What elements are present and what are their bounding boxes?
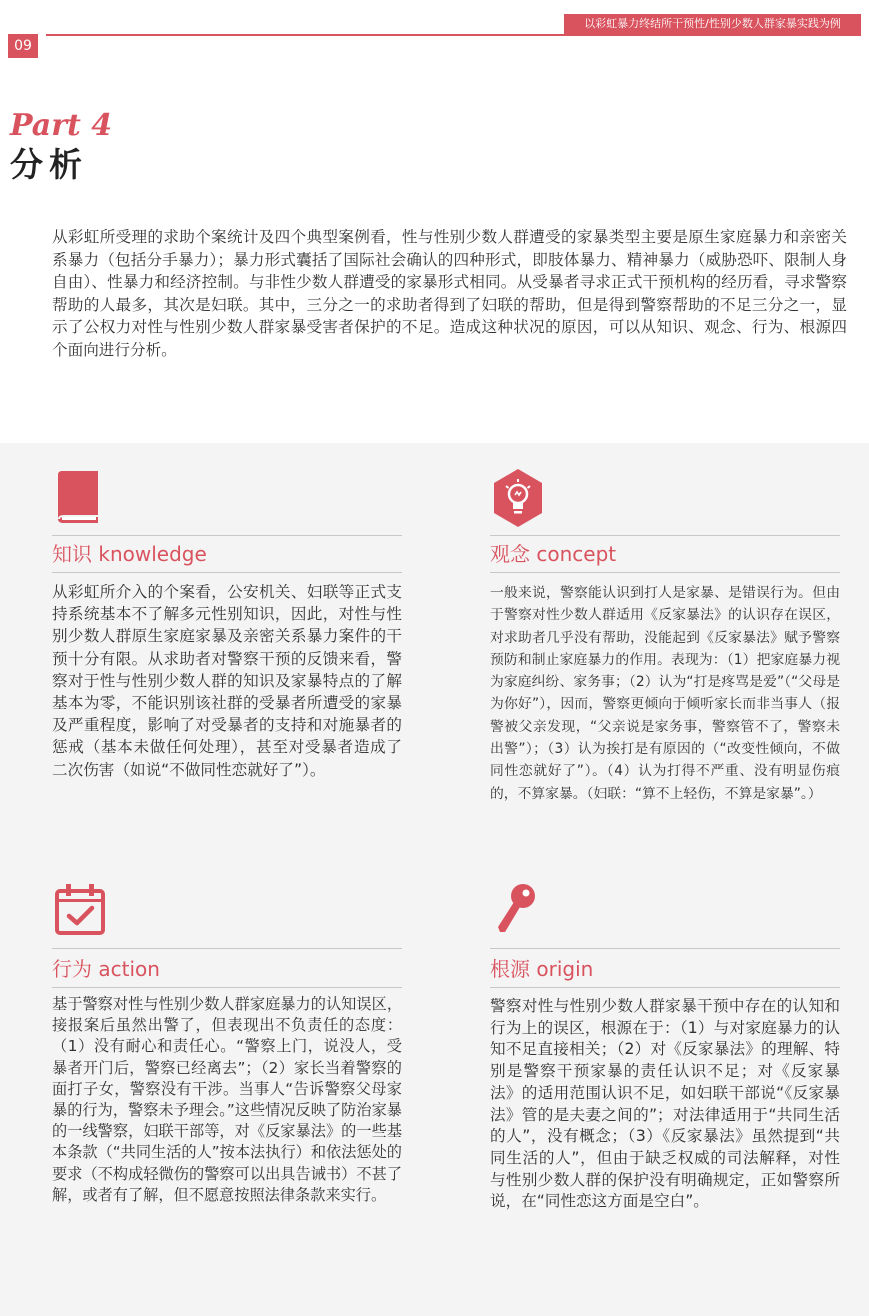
- key-icon: [496, 882, 540, 936]
- card-body: 从彩虹所介入的个案看，公安机关、妇联等正式支持系统基本不了解多元性别知识，因此，对性与性别少数人群原生家庭家暴及亲密关系暴力案件的干预十分有限。从求助者对警察干预的反馈来看，警察对于性与性别少数人群的知识及家暴特点的了解基本为零，不能识别该社群的受暴者所遭受的家暴及严重程度，影响了对受暴者的支持和对施暴者的惩戒（基本未做任何处理），甚至对受暴者造成了二次伤害（如说“不做同性恋就好了”）。: [52, 583, 402, 779]
- header-rule: [46, 34, 861, 36]
- card-divider: [52, 572, 402, 573]
- card-title: 根源 origin: [490, 957, 594, 981]
- intro-paragraph: 从彩虹所受理的求助个案统计及四个典型案例看，性与性别少数人群遭受的家暴类型主要是原生家庭暴力和亲密关系暴力（包括分手暴力）；暴力形式囊括了国际社会确认的四种形式，即肢体暴力、精神暴力（威胁恐吓、限制人身自由）、性暴力和经济控制。与非性少数人群遭受的家暴形式相同。从受暴者寻求正式干预机构的经历看，寻求警察帮助的人最多，其次是妇联。其中，三分之一的求助者得到了妇联的帮助，但是得到警察帮助的不足三分之一，显示了公权力对性与性别少数人群家暴受害者保护的不足。造成这种状况的原因，可以从知识、观念、行为、根源四个面向进行分析。: [52, 228, 847, 359]
- card-divider: [490, 572, 840, 573]
- card-divider: [52, 987, 402, 988]
- card-divider: [52, 535, 402, 536]
- part-label: Part 4: [10, 108, 113, 143]
- lightbulb-icon: [490, 467, 546, 529]
- header-banner: 以彩虹暴力终结所干预性/性别少数人群家暴实践为例: [564, 14, 861, 34]
- card-title: 知识 knowledge: [52, 542, 207, 566]
- card-divider: [490, 948, 840, 949]
- card-body: 基于警察对性与性别少数人群家庭暴力的认知误区，接报案后虽然出警了，但表现出不负责任的态度：（1）没有耐心和责任心。“警察上门，说没人，受暴者开门后，警察已经离去”；（2）家长当着警察的面打子女，警察没有干涉。当事人“告诉警察父母家暴的行为，警察未予理会。”这些情况反映了防治家暴的一线警察，妇联干部等，对《反家暴法》的一些基本条款（“共同生活的人”按本法执行）和依法惩处的要求（不构成轻微伤的警察可以出具告诫书）不甚了解，或者有了解，但不愿意按照法律条款来实行。: [52, 995, 402, 1204]
- card-divider: [52, 948, 402, 949]
- card-title: 行为 action: [52, 957, 160, 981]
- card-body: 一般来说，警察能认识到打人是家暴、是错误行为。但由于警察对性少数人群适用《反家暴法》的认识存在误区，对求助者几乎没有帮助，没能起到《反家暴法》赋予警察预防和制止家庭暴力的作用。表现为：（1）把家庭暴力视为家庭纠纷、家务事；（2）认为“打是疼骂是爱”（“父母是为你好”），因而，警察更倾向于倾听家长而非当事人（报警被父亲发现，“父亲说是家务事，警察管不了，警察未出警”）；（3）认为挨打是有原因的（“改变性倾向，不做同性恋就好了”）。（4）认为打得不严重、没有明显伤痕的，不算家暴。（妇联：“算不上轻伤，不算是家暴”。）: [490, 585, 840, 802]
- card-divider: [490, 535, 840, 536]
- card-body: 警察对性与性别少数人群家暴干预中存在的认知和行为上的误区，根源在于：（1）与对家庭暴力的认知不足直接相关；（2）对《反家暴法》的理解、特别是警察干预家暴的责任认识不足；对《反家暴法》的适用范围认识不足，如妇联干部说“《反家暴法》管的是夫妻之间的”；对法律适用于“共同生活的人”，没有概念；（3）《反家暴法》虽然提到“共同生活的人”，但由于缺乏权威的司法解释，对性与性别少数人群的保护没有明确规定，正如警察所说，在“同性恋这方面是空白”。: [490, 997, 840, 1211]
- calendar-check-icon: [54, 882, 106, 936]
- book-icon: [54, 469, 102, 525]
- section-title: 分析: [10, 145, 88, 184]
- page-number: 09: [8, 34, 38, 58]
- card-title: 观念 concept: [490, 542, 617, 566]
- card-divider: [490, 987, 840, 988]
